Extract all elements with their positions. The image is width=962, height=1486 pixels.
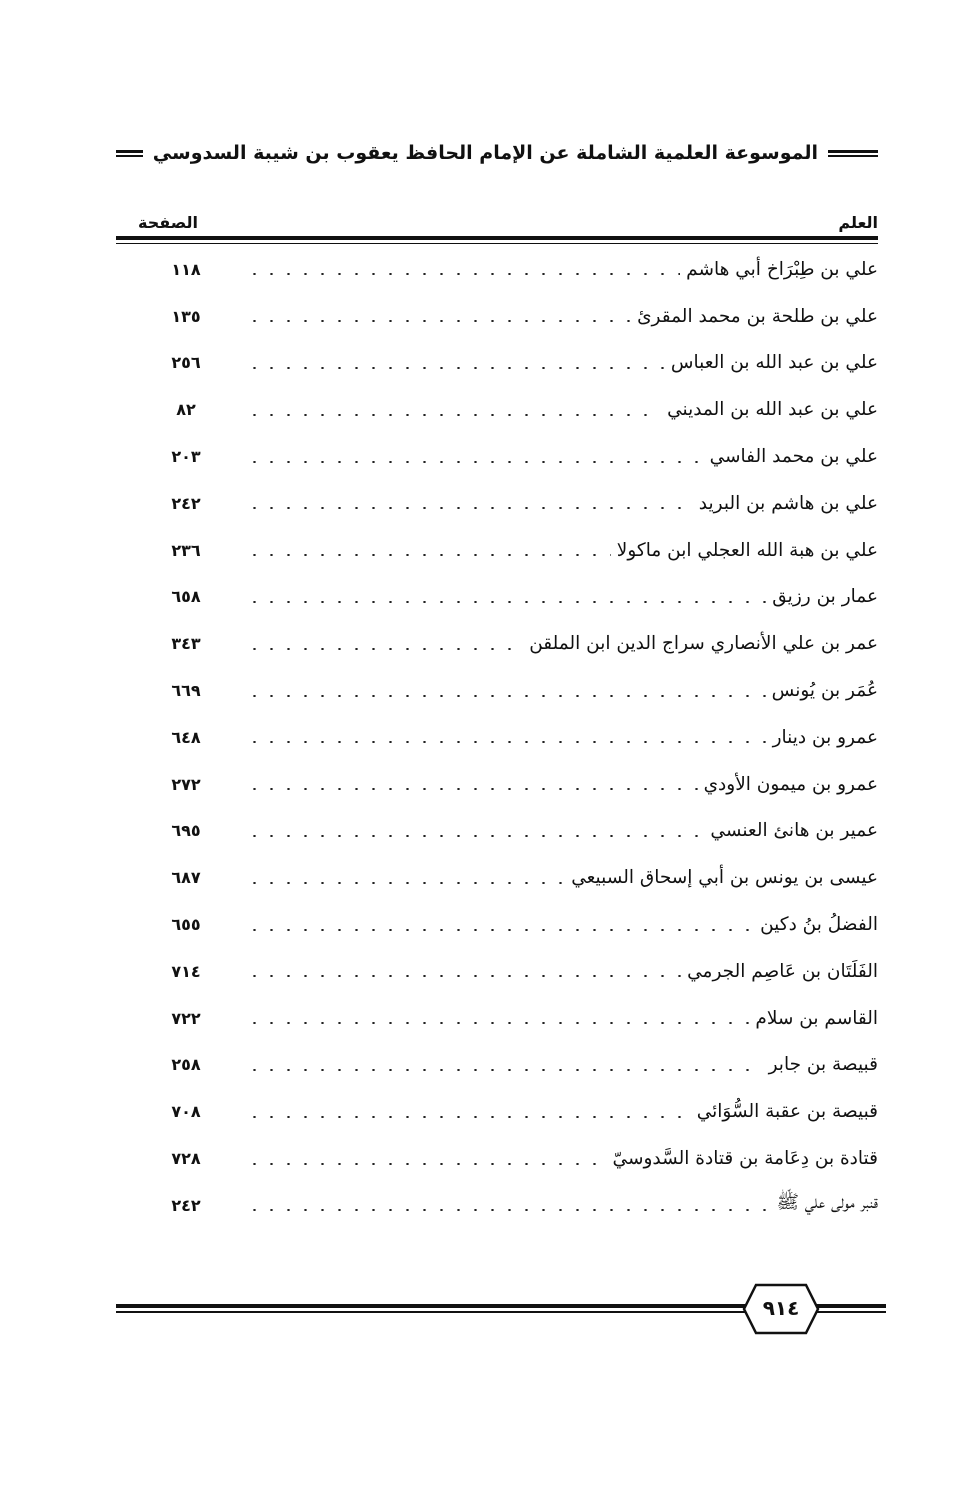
index-row — [116, 293, 878, 340]
index-row — [116, 1135, 878, 1182]
dot-leader — [246, 554, 611, 556]
column-headings — [116, 198, 878, 232]
entry-name: علي بن محمد الفاسي — [709, 446, 878, 468]
entry-page-number: ٢٧٢ — [171, 774, 201, 794]
index-row — [116, 340, 878, 387]
index-row — [116, 1088, 878, 1135]
page-column-heading: الصفحة — [138, 213, 199, 232]
entry-name: علي بن هبة الله العجلي ابن ماكولا — [616, 539, 878, 561]
entry-name: عمرو بن دينار — [772, 726, 878, 748]
entry-page-number: ٦٥٨ — [171, 587, 201, 607]
dot-leader — [246, 695, 766, 697]
entry-name: القاسم بن سلام — [755, 1007, 878, 1029]
entry-name: قنبر مولى علي ﷺ — [776, 1192, 878, 1214]
page-number-badge — [742, 1282, 820, 1336]
entry-page-number: ٦٦٩ — [171, 681, 201, 701]
header-rule-left — [116, 150, 143, 157]
entry-name: قبيصة بن جابر — [768, 1054, 878, 1076]
index-row — [116, 948, 878, 995]
footer-rule-right — [814, 1304, 886, 1313]
entry-name: عمير بن هانئ العنسي — [710, 820, 878, 842]
header-rule-right — [828, 150, 878, 157]
entry-name: عمرو بن ميمون الأودي — [703, 773, 878, 795]
entry-page-number: ٧٢٨ — [171, 1149, 201, 1169]
entry-page-number: ١١٨ — [171, 259, 201, 279]
index-row — [116, 714, 878, 761]
entry-name: عيسى بن يونس بن أبي إسحاق السبيعي — [571, 867, 878, 889]
index-row — [116, 1042, 878, 1089]
entry-name: قتادة بن دِعَامة بن قتادة السَّدوسيّ — [612, 1148, 878, 1170]
index-row — [116, 761, 878, 808]
index-row — [116, 386, 878, 433]
entry-name: عُمَر بن يُونس — [771, 680, 878, 702]
entry-page-number: ٢٤٢ — [171, 493, 201, 513]
entry-page-number: ٢٣٦ — [171, 540, 201, 560]
dot-leader — [246, 835, 704, 837]
index-row — [116, 574, 878, 621]
dot-leader — [246, 273, 680, 275]
entry-name: الفضلُ بنُ دكين — [760, 914, 878, 936]
index-row — [116, 527, 878, 574]
entry-page-number: ٢٥٨ — [171, 1055, 201, 1075]
entry-name: الفَلَتَان بن عَاصِم الجرمي — [687, 960, 878, 982]
entry-name: علي بن طلحة بن محمد المقرئ — [637, 305, 878, 327]
entry-page-number: ٧٢٢ — [171, 1008, 201, 1028]
dot-leader — [246, 461, 704, 463]
entry-page-number: ٢٥٦ — [171, 353, 201, 373]
entry-name: علي بن طِبْرَاخ أبي هاشم — [686, 258, 878, 280]
entry-page-number: ٢٤٢ — [171, 1195, 201, 1215]
dot-leader — [246, 975, 681, 977]
entry-name: علي بن عبد الله بن المديني — [667, 399, 878, 421]
entry-page-number: ١٣٥ — [171, 306, 201, 326]
index-row — [116, 901, 878, 948]
index-row — [116, 995, 878, 1042]
index-row — [116, 1182, 878, 1229]
dot-leader — [246, 1022, 749, 1024]
entry-name: قبيصة بن عقبة السُّوَائي — [696, 1101, 878, 1123]
index-row — [116, 433, 878, 480]
entry-page-number: ٦٨٧ — [171, 868, 201, 888]
index-row — [116, 854, 878, 901]
running-header-title: الموسوعة العلمية الشاملة عن الإمام الحافظ يعقوب بن شيبة السدوسي — [152, 142, 818, 164]
page-footer — [116, 1282, 886, 1342]
entry-page-number: ٣٤٣ — [171, 634, 201, 654]
entry-page-number: ٦٩٥ — [171, 821, 201, 841]
entry-page-number: ٦٥٥ — [171, 915, 201, 935]
running-header — [116, 136, 878, 170]
entry-name: علي بن عبد الله بن العباس — [670, 352, 878, 374]
headings-rule — [116, 236, 878, 244]
entry-page-number: ٦٤٨ — [171, 727, 201, 747]
dot-leader — [246, 648, 523, 650]
page-number: ٩١٤ — [762, 1296, 800, 1320]
index-row — [116, 808, 878, 855]
index-row — [116, 667, 878, 714]
index-row — [116, 480, 878, 527]
dot-leader — [246, 414, 661, 416]
entry-name: علي بن هاشم بن البريد — [698, 492, 878, 514]
dot-leader — [246, 601, 766, 603]
dot-leader — [246, 788, 698, 790]
index-row — [116, 246, 878, 293]
dot-leader — [246, 1069, 763, 1071]
entry-page-number: ٢٠٣ — [171, 447, 201, 467]
dot-leader — [246, 1209, 771, 1211]
dot-leader — [246, 507, 693, 509]
dot-leader — [246, 882, 565, 884]
dot-leader — [246, 741, 767, 743]
dot-leader — [246, 1116, 691, 1118]
dot-leader — [246, 929, 754, 931]
entry-name: عمار بن رزيق — [772, 586, 878, 608]
entry-page-number: ٨٢ — [176, 400, 196, 420]
name-column-heading: العلم — [838, 213, 878, 232]
dot-leader — [246, 367, 665, 369]
dot-leader — [246, 1163, 607, 1165]
entry-name: عمر بن علي الأنصاري سراج الدين ابن الملقن — [529, 633, 878, 655]
dot-leader — [246, 320, 631, 322]
index-table — [116, 246, 878, 1229]
index-row — [116, 620, 878, 667]
entry-page-number: ٧١٤ — [171, 961, 201, 981]
entry-page-number: ٧٠٨ — [171, 1102, 201, 1122]
footer-rule-left — [116, 1304, 748, 1313]
